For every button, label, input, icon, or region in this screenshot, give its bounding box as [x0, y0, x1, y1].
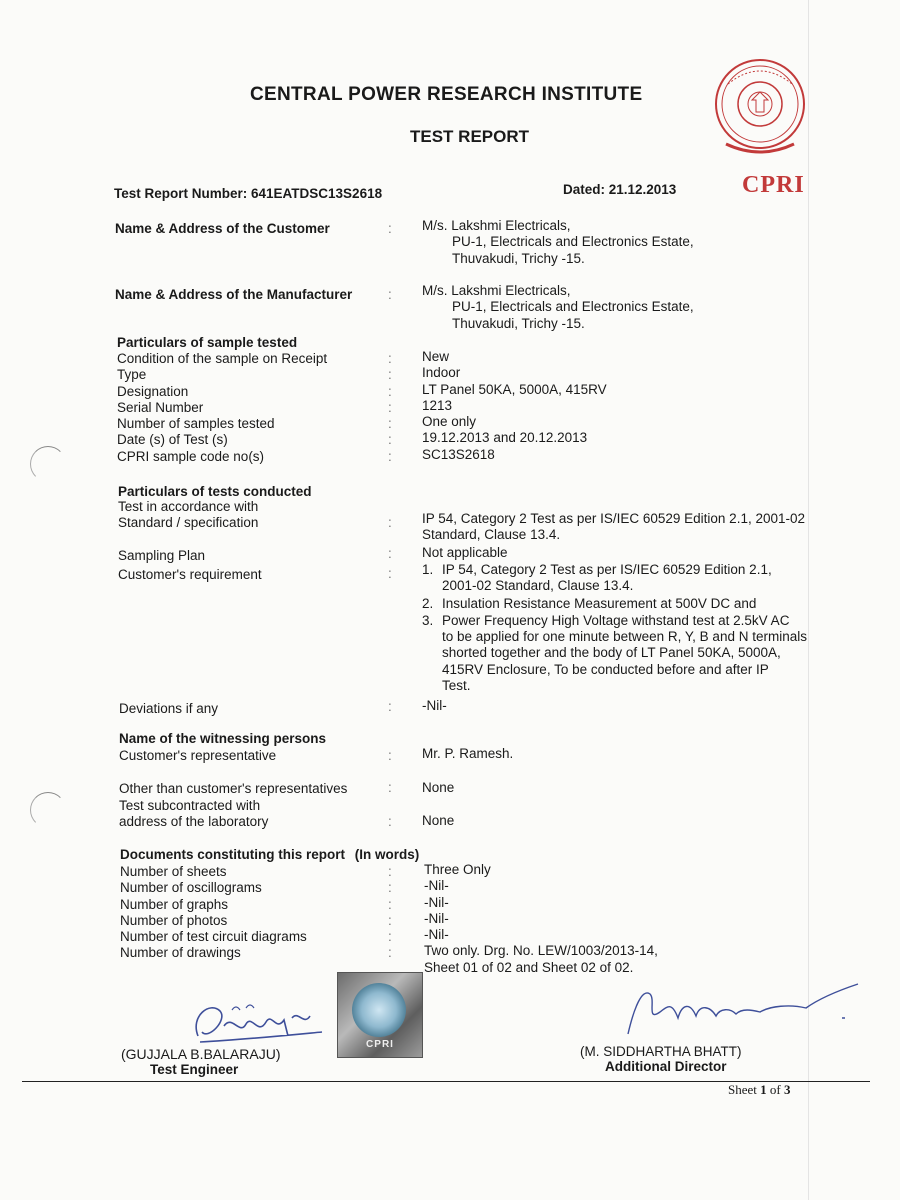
sample-label: Type [117, 367, 147, 383]
list-text: Insulation Resistance Measurement at 500V DC and [442, 595, 757, 611]
colon: : [388, 566, 392, 581]
doc-label: Number of drawings [120, 945, 241, 961]
doc-label: Number of test circuit diagrams [120, 929, 307, 945]
punch-hole-top [30, 446, 66, 482]
sheet-current: 1 [760, 1082, 767, 1097]
hologram-label: CPRI [366, 1039, 394, 1050]
address-line: Thuvakudi, Trichy -15. [452, 250, 585, 266]
report-title: TEST REPORT [410, 127, 530, 146]
sample-label: Designation [117, 383, 189, 399]
standard-value [422, 511, 842, 544]
list-text: Power Frequency High Voltage withstand test at 2.5kV AC [442, 612, 790, 628]
subcontract-value: None [422, 813, 455, 828]
colon: : [388, 546, 392, 561]
standard-label-line: Standard / specification [118, 515, 259, 531]
sample-heading: Particulars of sample tested [117, 335, 298, 350]
sample-value: 1213 [422, 397, 453, 413]
doc-value: -Nil- [424, 910, 449, 926]
doc-value: Sheet 01 of 02 and Sheet 02 of 02. [424, 959, 634, 975]
subcontract-label [119, 798, 268, 831]
documents-heading-text: Documents constituting this report [120, 847, 346, 862]
list-item [422, 562, 832, 595]
subcontract-label-line: address of the laboratory [119, 814, 269, 830]
colon: : [388, 780, 392, 795]
sample-value: Indoor [422, 365, 461, 381]
rep-value: Mr. P. Ramesh. [422, 746, 514, 761]
list-text: 2001-02 Standard, Clause 13.4. [442, 578, 634, 594]
address-line: Thuvakudi, Trichy -15. [452, 315, 585, 331]
hologram-emblem-icon [352, 983, 406, 1037]
report-number: Test Report Number: 641EATDSC13S2618 [114, 186, 383, 201]
engineer-name: (GUJJALA B.BALARAJU) [121, 1046, 281, 1062]
sample-value: 19.12.2013 and 20.12.2013 [422, 430, 588, 446]
address-line: PU-1, Electricals and Electronics Estate, [452, 234, 694, 250]
manufacturer-label: Name & Address of the Manufacturer [115, 287, 353, 302]
cpri-logo: CPRI [742, 172, 805, 198]
sample-value: New [422, 349, 450, 364]
sheet-number [728, 1082, 790, 1098]
subcontract-label-line: Test subcontracted with [119, 798, 261, 813]
doc-value: -Nil- [424, 894, 449, 910]
sheet-total: 3 [783, 1082, 791, 1097]
cpri-seal-icon [712, 56, 808, 166]
other-rep-value: None [422, 780, 455, 795]
sample-value: One only [422, 414, 477, 430]
doc-label: Number of photos [120, 912, 228, 928]
colon: : [388, 748, 392, 763]
director-name: (M. SIDDHARTHA BHATT) [580, 1044, 742, 1059]
colon: : [388, 221, 392, 236]
other-rep-label: Other than customer's representatives [119, 781, 348, 796]
list-text: shorted together and the body of LT Panel 50KA, 5000A, [442, 645, 781, 661]
doc-value: -Nil- [424, 878, 449, 894]
colon-column: : : : : : : : [388, 351, 392, 464]
institute-title: CENTRAL POWER RESEARCH INSTITUTE [250, 84, 643, 105]
deviations-value: -Nil- [422, 698, 447, 713]
manufacturer-address [422, 283, 694, 332]
sample-labels [117, 351, 327, 465]
doc-value: -Nil- [424, 927, 449, 943]
standard-label [118, 499, 258, 532]
witness-heading: Name of the witnessing persons [119, 731, 327, 746]
list-number: 1. [422, 562, 434, 577]
engineer-title: Test Engineer [150, 1062, 239, 1077]
address-line: PU-1, Electricals and Electronics Estate, [452, 299, 694, 315]
customer-address [422, 218, 694, 267]
punch-hole-bottom [30, 792, 66, 828]
sheet-mid: of [766, 1082, 784, 1097]
doc-value: Two only. Drg. No. LEW/1003/2013-14, [424, 943, 658, 959]
standard-value-line: IP 54, Category 2 Test as per IS/IEC 60529 Edition 2.1, 2001-02 [422, 511, 805, 526]
list-number: 3. [422, 612, 434, 628]
sheet-prefix: Sheet [728, 1082, 761, 1097]
sample-value: LT Panel 50KA, 5000A, 415RV [422, 381, 607, 397]
list-text: IP 54, Category 2 Test as per IS/IEC 60529 Edition 2.1, [442, 562, 772, 577]
list-item [422, 596, 832, 612]
doc-value: Three Only [424, 862, 491, 877]
colon: : [388, 515, 392, 530]
sampling-label: Sampling Plan [118, 548, 206, 563]
standard-label-line: Test in accordance with [118, 499, 259, 514]
address-line: M/s. Lakshmi Electricals, [422, 283, 571, 298]
sample-label: Serial Number [117, 399, 204, 415]
report-date: Dated: 21.12.2013 [563, 182, 677, 197]
rep-label: Customer's representative [119, 748, 277, 763]
hologram-seal [337, 972, 423, 1058]
director-signature-icon [620, 978, 870, 1040]
list-item [422, 613, 832, 694]
sample-label: Date (s) of Test (s) [117, 432, 228, 448]
list-text: to be applied for one minute between R, Y, B and N terminals [442, 629, 807, 645]
documents-heading [120, 847, 419, 863]
colon: : [388, 287, 392, 302]
tests-heading: Particulars of tests conducted [118, 484, 312, 499]
sample-value: SC13S2618 [422, 446, 495, 462]
sample-label: Number of samples tested [117, 416, 275, 432]
sampling-value: Not applicable [422, 545, 508, 560]
sample-values [422, 349, 607, 463]
requirement-label: Customer's requirement [118, 567, 262, 582]
address-line: M/s. Lakshmi Electricals, [422, 218, 571, 233]
documents-heading-suffix: (In words) [354, 847, 420, 862]
doc-label: Number of sheets [120, 864, 227, 879]
colon-column: : : : : : : [388, 864, 392, 961]
doc-label: Number of oscillograms [120, 880, 262, 896]
sample-label: Condition of the sample on Receipt [117, 351, 328, 366]
list-text: Test. [442, 678, 471, 694]
doc-label: Number of graphs [120, 896, 229, 912]
customer-label: Name & Address of the Customer [115, 221, 330, 236]
sample-label: CPRI sample code no(s) [117, 448, 265, 464]
list-text: 415RV Enclosure, To be conducted before and after IP [442, 661, 769, 677]
deviations-label: Deviations if any [119, 701, 219, 716]
requirement-list [422, 562, 832, 694]
director-title: Additional Director [605, 1059, 727, 1074]
documents-values [424, 862, 658, 976]
colon: : [388, 699, 392, 714]
documents-labels [120, 864, 307, 962]
colon: : [388, 814, 392, 829]
standard-value-line: Standard, Clause 13.4. [422, 527, 561, 543]
list-number: 2. [422, 595, 434, 611]
